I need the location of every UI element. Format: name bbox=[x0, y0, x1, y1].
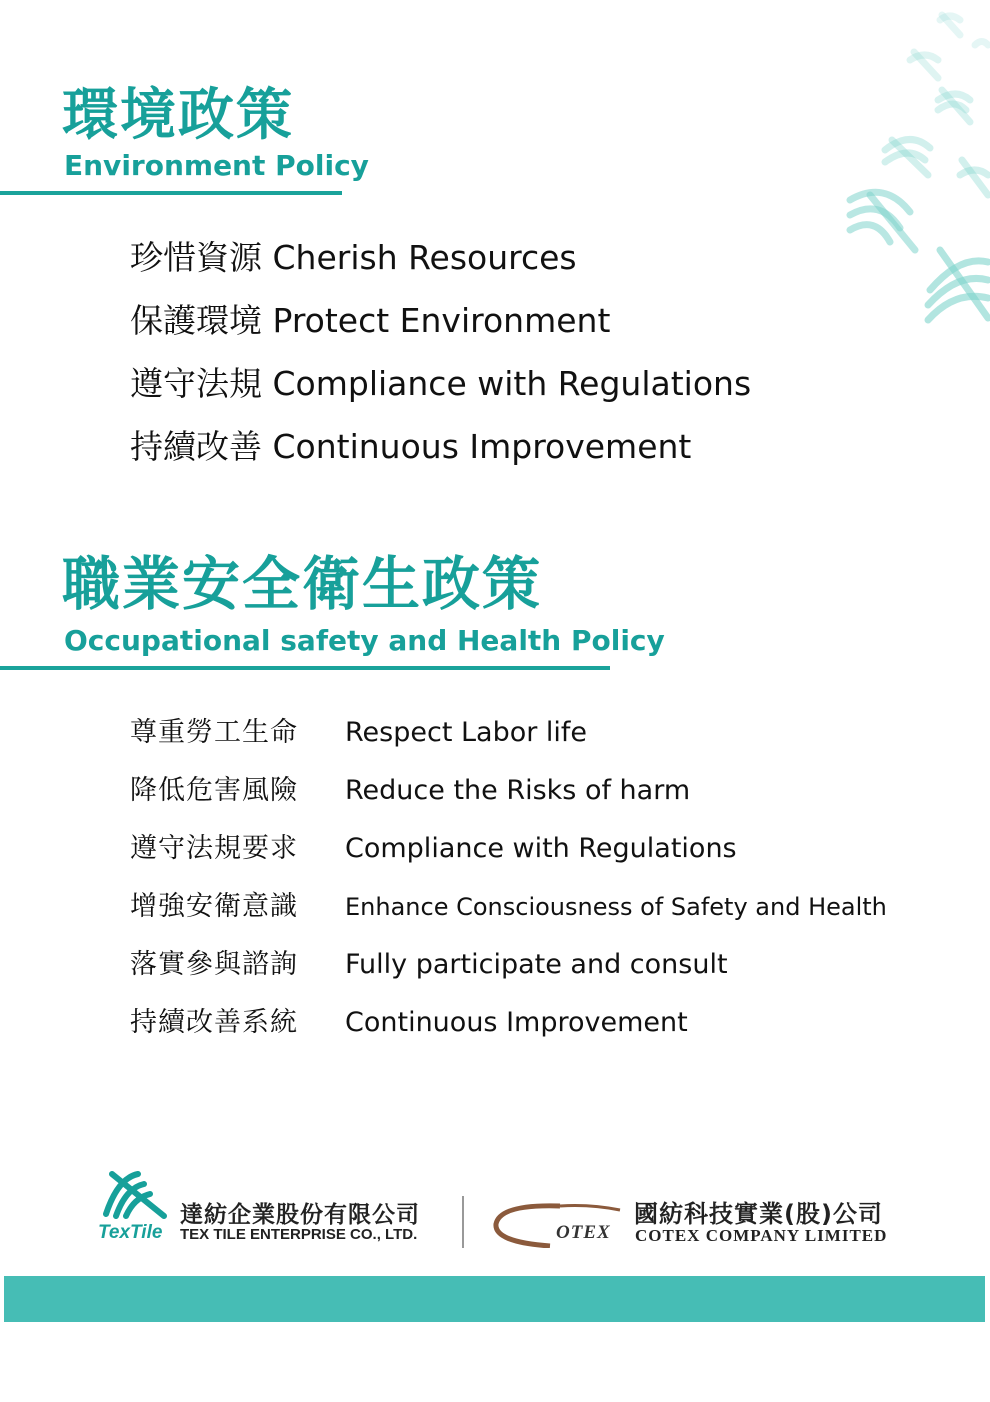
ohs-policy-underline bbox=[0, 666, 610, 670]
list-item bbox=[130, 716, 887, 774]
cotex-brand-name: OTEX bbox=[556, 1222, 611, 1243]
list-item bbox=[130, 832, 887, 890]
item-zh: 持續改善系統 bbox=[130, 1007, 298, 1038]
item-en: Fully participate and consult bbox=[345, 949, 728, 980]
item-en: Continuous Improvement bbox=[345, 1007, 688, 1038]
env-policy-title-zh: 環境政策 bbox=[62, 83, 294, 148]
env-policy-underline bbox=[0, 191, 342, 195]
item-zh: 遵守法規 bbox=[130, 364, 262, 403]
list-item bbox=[130, 427, 751, 490]
env-policy-title-en: Environment Policy bbox=[64, 149, 369, 182]
footer-logos bbox=[98, 1166, 898, 1256]
item-en: Enhance Consciousness of Safety and Health bbox=[345, 893, 887, 921]
textile-logo-icon bbox=[98, 1168, 172, 1220]
item-en: Respect Labor life bbox=[345, 717, 588, 748]
item-en: Cherish Resources bbox=[272, 238, 577, 277]
item-en: Compliance with Regulations bbox=[345, 833, 737, 864]
textile-brand-name: TexTile bbox=[98, 1222, 163, 1243]
cotex-company-zh: 國紡科技實業(股)公司 bbox=[634, 1200, 883, 1228]
item-en: Continuous Improvement bbox=[272, 427, 692, 466]
item-zh: 持續改善 bbox=[130, 427, 262, 466]
list-item bbox=[130, 364, 751, 427]
item-en: Protect Environment bbox=[272, 301, 611, 340]
item-en: Reduce the Risks of harm bbox=[345, 775, 691, 806]
item-zh: 落實參與諮詢 bbox=[130, 949, 298, 980]
item-zh: 降低危害風險 bbox=[130, 775, 298, 806]
list-item bbox=[130, 238, 751, 301]
list-item bbox=[130, 1006, 887, 1064]
item-zh: 增強安衛意識 bbox=[130, 891, 298, 922]
bottom-accent-bar bbox=[4, 1276, 985, 1322]
decorative-pattern-icon bbox=[830, 0, 990, 330]
item-zh: 遵守法規要求 bbox=[130, 833, 298, 864]
item-zh: 尊重勞工生命 bbox=[130, 717, 298, 748]
item-zh: 保護環境 bbox=[130, 301, 262, 340]
logo-divider bbox=[462, 1196, 464, 1248]
ohs-policy-title-en: Occupational safety and Health Policy bbox=[64, 624, 665, 657]
textile-company-zh: 達紡企業股份有限公司 bbox=[180, 1202, 420, 1228]
item-en: Compliance with Regulations bbox=[272, 364, 752, 403]
textile-company-en: TEX TILE ENTERPRISE CO., LTD. bbox=[180, 1226, 418, 1243]
ohs-policy-list bbox=[130, 716, 887, 1064]
ohs-policy-title-zh: 職業安全衛生政策 bbox=[62, 550, 543, 618]
env-policy-list bbox=[130, 238, 751, 490]
cotex-company-en: COTEX COMPANY LIMITED bbox=[635, 1226, 888, 1245]
item-zh: 珍惜資源 bbox=[130, 238, 262, 277]
list-item bbox=[130, 774, 887, 832]
list-item bbox=[130, 948, 887, 1006]
list-item bbox=[130, 301, 751, 364]
list-item bbox=[130, 890, 887, 948]
